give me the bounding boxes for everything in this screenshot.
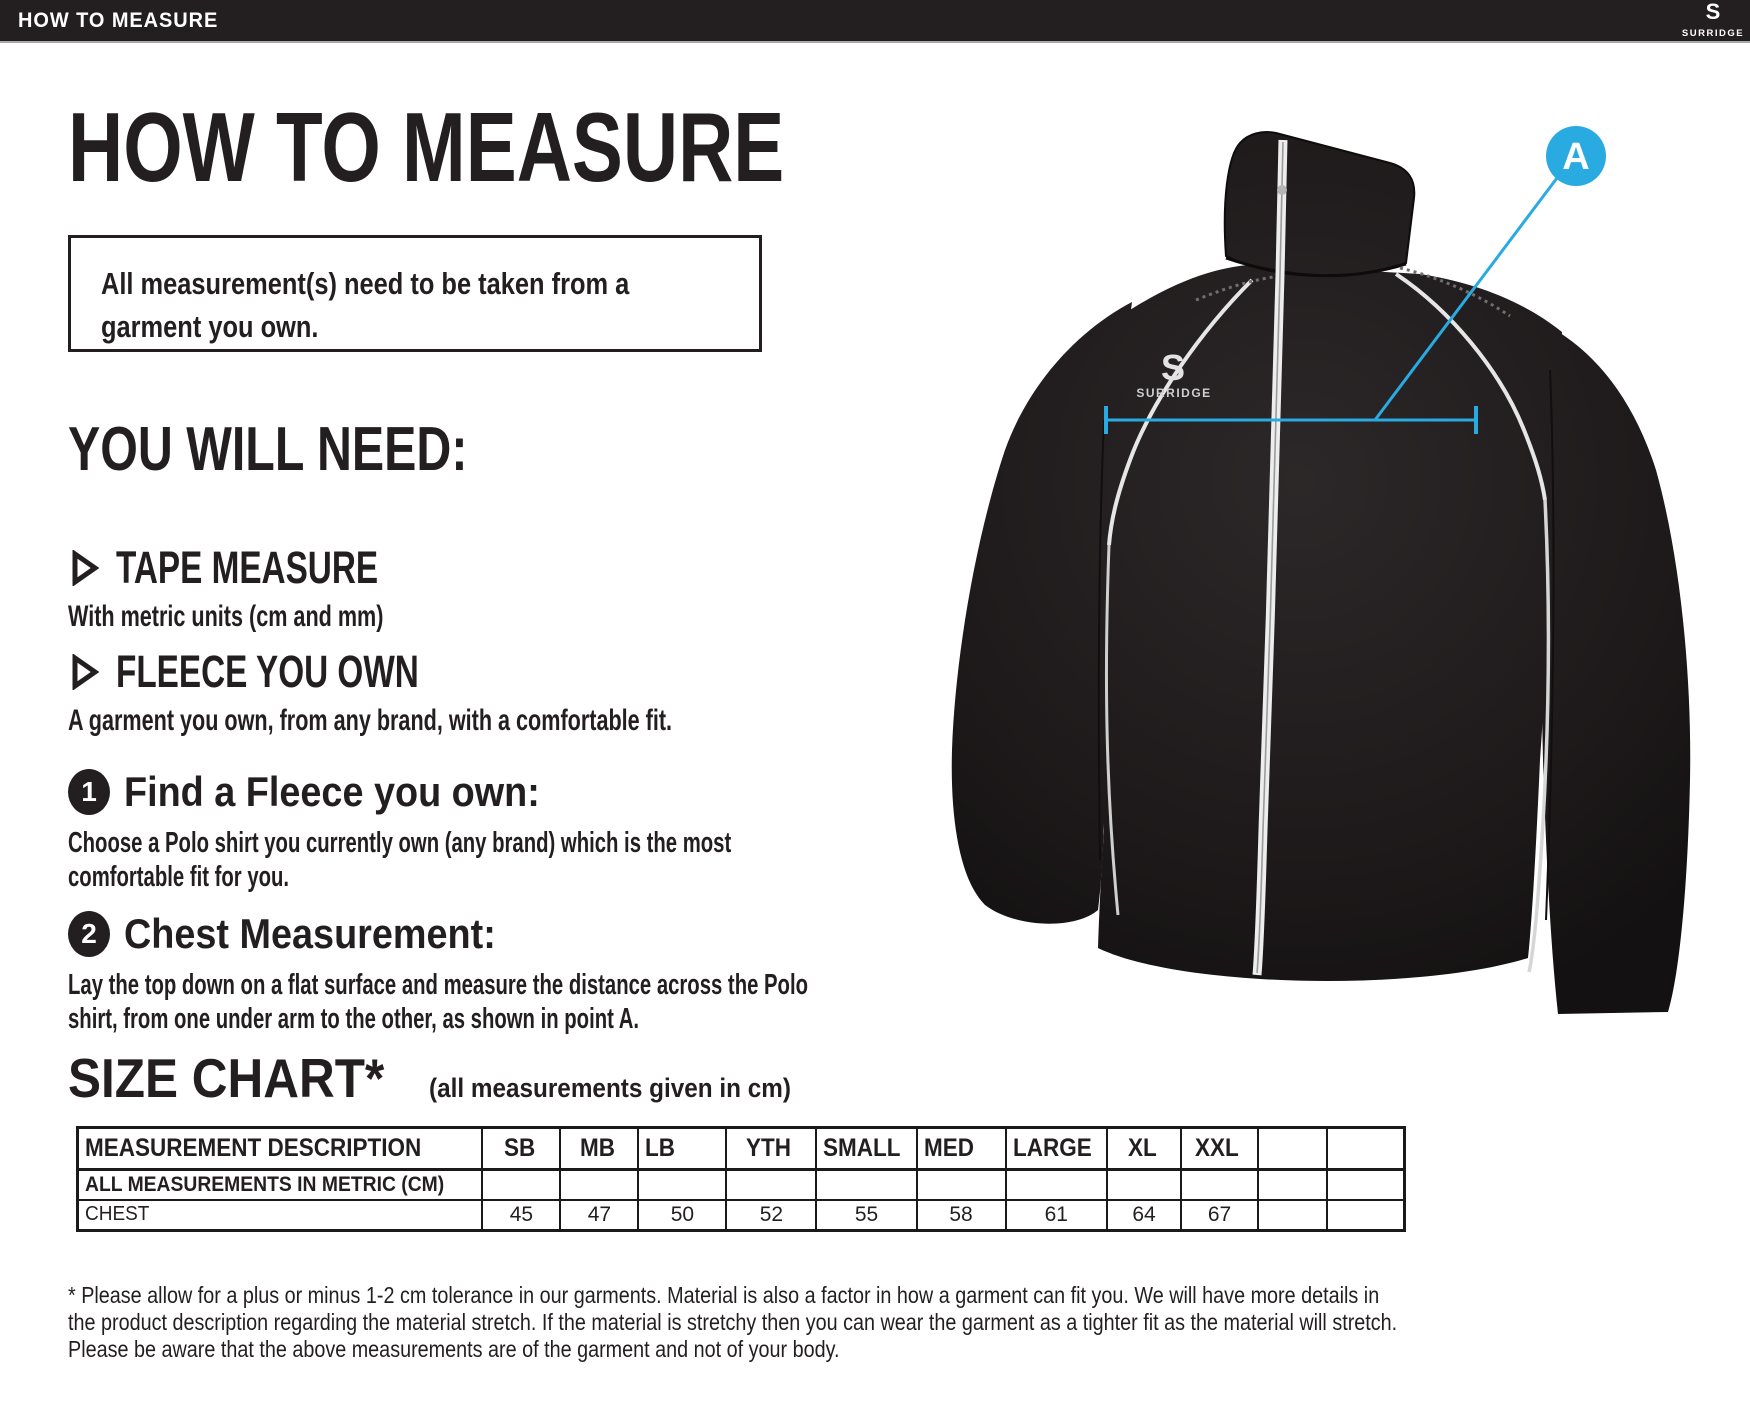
- zipper-pull: [1277, 185, 1287, 195]
- header-size: YTH: [726, 1128, 816, 1170]
- header-size: SMALL: [816, 1128, 916, 1170]
- cell-chest-sb: 45: [482, 1200, 560, 1231]
- notice-box: [68, 235, 762, 352]
- top-bar-title-text: HOW TO MEASURE: [18, 9, 219, 32]
- cell-chest-lb: 50: [638, 1200, 726, 1231]
- step-1-description: Choose a Polo shirt you currently own (any brand) which is the most comfortable fit for you.: [68, 827, 732, 893]
- step-title: Find a Fleece you own:: [124, 768, 540, 815]
- step-number-badge: 2: [68, 911, 110, 957]
- need-item-label: FLEECE YOU OWN: [116, 646, 419, 697]
- top-bar-title: [18, 0, 229, 41]
- step-1-heading: [68, 768, 586, 816]
- marker-label: A: [1562, 136, 1590, 178]
- cell-chest-med: 58: [917, 1200, 1006, 1231]
- triangle-bullet-icon: [70, 550, 100, 586]
- chest-logo-wordmark: SURRIDGE: [1136, 386, 1212, 400]
- need-item-label: TAPE MEASURE: [116, 542, 379, 593]
- fleece-jacket-diagram: [930, 95, 1730, 1035]
- step-number-badge: 1: [68, 769, 110, 815]
- row-label: CHEST: [78, 1200, 483, 1231]
- size-chart-heading: [68, 1046, 832, 1110]
- need-item-description: With metric units (cm and mm): [68, 600, 384, 633]
- step-title: Chest Measurement:: [124, 910, 496, 957]
- table-row: [78, 1170, 1405, 1200]
- surridge-logo-wordmark: SURRIDGE: [1681, 28, 1745, 39]
- cell-chest-small: 55: [816, 1200, 916, 1231]
- size-chart-subtitle: (all measurements given in cm): [429, 1073, 792, 1103]
- surridge-logo-initial: S: [1705, 2, 1721, 24]
- header-size: LB: [638, 1128, 726, 1170]
- size-chart-table: [76, 1126, 1406, 1232]
- cell-chest-mb: 47: [560, 1200, 638, 1231]
- top-bar-divider: [0, 41, 1750, 43]
- triangle-bullet-icon: [70, 654, 100, 690]
- header-size: MB: [560, 1128, 638, 1170]
- chest-logo-initial: S: [1160, 347, 1186, 388]
- surridge-logo-icon: [1678, 2, 1748, 40]
- you-will-need-heading: YOU WILL NEED:: [68, 415, 468, 484]
- notice-text: All measurement(s) need to be taken from a garment you own.: [101, 266, 630, 344]
- row-label: ALL MEASUREMENTS IN METRIC (CM): [78, 1170, 483, 1200]
- step-2-heading: [68, 910, 537, 958]
- need-item-fleece: [70, 646, 525, 697]
- header-size-empty: [1327, 1128, 1404, 1170]
- size-chart-title: SIZE CHART*: [68, 1047, 385, 1109]
- header-size: XXL: [1181, 1128, 1258, 1170]
- cell-chest-yth: 52: [726, 1200, 816, 1231]
- header-size: SB: [482, 1128, 560, 1170]
- need-item-tape-measure: [70, 542, 470, 593]
- header-size-empty: [1258, 1128, 1327, 1170]
- step-2-description: Lay the top down on a flat surface and measure the distance across the Polo shirt, from one under arm to the other, as shown in point A.: [68, 969, 808, 1035]
- jacket-right-sleeve: [1536, 320, 1690, 1014]
- header-size: MED: [917, 1128, 1006, 1170]
- cell-chest-xxl: 67: [1181, 1200, 1258, 1231]
- header-size: LARGE: [1006, 1128, 1108, 1170]
- header-measurement-description: MEASUREMENT DESCRIPTION: [78, 1128, 483, 1170]
- table-header-row: [78, 1128, 1405, 1170]
- page-title: HOW TO MEASURE: [68, 92, 785, 202]
- footnote: * Please allow for a plus or minus 1-2 cm tolerance in our garments. Material is also a factor in how a garment can fit you. We will have more details in the product description regarding the material stretch. If the material is stretchy then you can wear the garment as a tighter fit as the material will stretch. Please be aware that the above measurements are of the garment and not of your body.: [68, 1282, 1398, 1362]
- need-item-description: A garment you own, from any brand, with a comfortable fit.: [68, 704, 673, 737]
- header-size: XL: [1107, 1128, 1181, 1170]
- table-row: [78, 1200, 1405, 1231]
- top-bar: [0, 0, 1750, 41]
- cell-chest-large: 61: [1006, 1200, 1108, 1231]
- jacket-collar: [1225, 132, 1415, 276]
- cell-chest-xl: 64: [1107, 1200, 1181, 1231]
